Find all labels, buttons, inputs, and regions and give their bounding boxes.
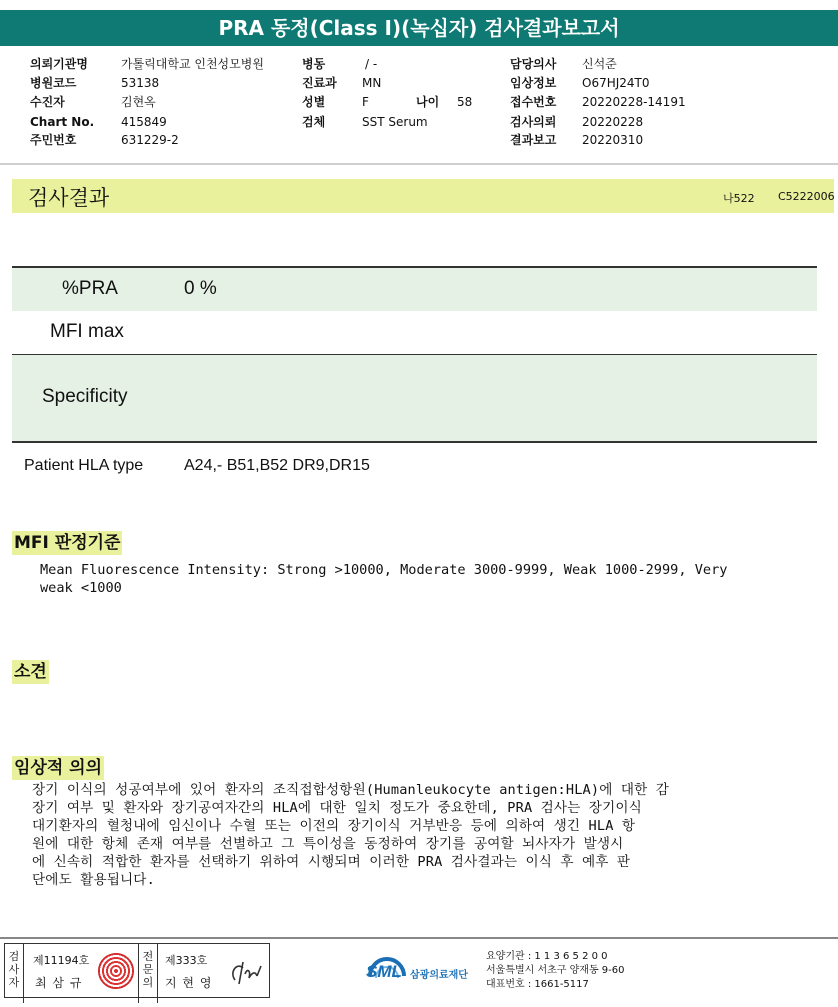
seal-stamp	[98, 953, 134, 989]
report-title: PRA 동정(Class I)(녹십자) 검사결과보고서	[0, 10, 838, 46]
info-label: 주민번호	[30, 133, 77, 147]
mfi-max-label: MFI max	[50, 321, 124, 342]
info-value: 20220228-14191	[582, 95, 686, 109]
info-label: Chart No.	[30, 115, 95, 129]
info-label: 병원코드	[30, 76, 77, 90]
info-label: 수진자	[30, 95, 65, 109]
info-label: 성별	[302, 95, 326, 109]
info-value: 20220228	[582, 115, 644, 129]
findings-heading: 소견	[14, 662, 47, 682]
results-code: C5222006	[778, 190, 835, 203]
clinical-line: 단에도 활용됩니다.	[32, 872, 155, 888]
lab-contact	[486, 950, 625, 992]
lab-phone: 대표번호 : 1661-5117	[486, 979, 589, 990]
clinical-line: 에 신속히 적합한 환자를 선택하기 위하여 시행되며 이러한 PRA 검사결과는 이식 후 예후 판	[32, 854, 631, 870]
signature-image	[227, 958, 263, 988]
info-value: 신석준	[582, 57, 617, 71]
logo-foundation: 삼광의료재단	[410, 970, 468, 981]
info-value: SST Serum	[362, 115, 428, 129]
pra-value: 0 %	[184, 278, 217, 299]
results-heading: 검사결과	[28, 186, 110, 210]
info-value: 631229-2	[121, 133, 179, 147]
info-label: 의뢰기관명	[30, 57, 88, 71]
clinical-heading: 임상적 의의	[14, 758, 103, 778]
mfi-criteria-line: weak <1000	[40, 580, 122, 596]
info-label: 병동	[302, 57, 326, 71]
tester-name: 최 삼 규	[35, 976, 83, 990]
mfi-max-row	[12, 311, 817, 355]
info-label: 담당의사	[510, 57, 557, 71]
specialist-label: 전 문 의	[138, 944, 158, 1003]
info-label: 검체	[302, 115, 326, 129]
tester-label: 검 사 자	[5, 944, 24, 1003]
results-header	[12, 179, 834, 213]
info-value: O67HJ24T0	[582, 76, 650, 90]
mfi-criteria-line: Mean Fluorescence Intensity: Strong >10000, Moderate 3000-9999, Weak 1000-2999, Very	[40, 562, 728, 578]
info-value: 58	[457, 95, 473, 109]
org-code: 요양기관 : 1 1 3 6 5 2 0 0	[486, 951, 608, 962]
hla-value: A24,- B51,B52 DR9,DR15	[184, 457, 370, 474]
footer-divider	[0, 937, 838, 939]
info-label: 임상정보	[510, 76, 557, 90]
pra-row	[12, 266, 817, 313]
info-value: 415849	[121, 115, 167, 129]
tester-license: 제11194호	[33, 954, 90, 967]
info-value: 53138	[121, 76, 160, 90]
info-value: 김현옥	[121, 95, 156, 109]
clinical-text	[32, 781, 822, 889]
patient-info	[0, 55, 838, 150]
info-value: MN	[362, 76, 382, 90]
clinical-line: 원에 대한 항체 존재 여부를 선별하고 그 특이성을 동정하여 장기를 공여할 뇌사자가 발생시	[32, 836, 624, 852]
info-value: 20220310	[582, 133, 644, 147]
info-label: 결과보고	[510, 133, 557, 147]
info-label: 접수번호	[510, 95, 557, 109]
info-value: 가톨릭대학교 인천성모병원	[121, 57, 264, 71]
signature-box	[4, 943, 270, 998]
lab-logo	[362, 948, 482, 994]
lab-address: 서울특별시 서초구 양재동 9-60	[486, 965, 625, 976]
clinical-line: 장기 여부 및 환자와 장기공여자간의 HLA에 대한 일치 정도가 중요한데, PRA 검사는 장기이식	[32, 800, 642, 816]
hla-label: Patient HLA type	[24, 457, 144, 474]
mfi-criteria-heading: MFI 판정기준	[14, 533, 121, 553]
results-code: 나522	[723, 192, 755, 205]
clinical-line: 대기환자의 혈청내에 임신이나 수혈 또는 이전의 장기이식 거부반응 등에 의하여 생긴 HLA 항	[32, 818, 636, 834]
clinical-line: 장기 이식의 성공여부에 있어 환자의 조직접합성항원(Humanleukocyte antigen:HLA)에 대한 감	[32, 782, 670, 798]
specificity-row	[12, 355, 817, 443]
divider	[0, 163, 838, 165]
pra-label: %PRA	[62, 278, 118, 299]
specialist-license: 제333호	[165, 954, 208, 967]
logo-text: SML	[366, 962, 402, 981]
specialist-name: 지 현 영	[165, 976, 213, 990]
info-value: / -	[365, 57, 378, 71]
specificity-label: Specificity	[42, 386, 128, 407]
info-label: 나이	[416, 95, 440, 109]
info-label: 진료과	[302, 76, 337, 90]
info-label: 검사의뢰	[510, 115, 557, 129]
info-value: F	[362, 95, 369, 109]
